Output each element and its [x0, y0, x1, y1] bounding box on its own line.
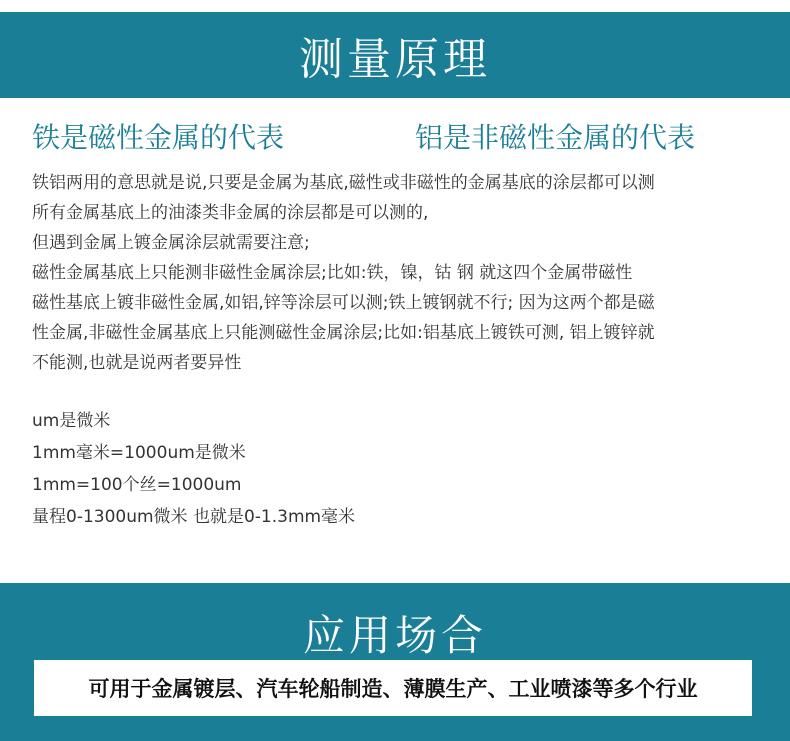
- header-banner: [0, 12, 790, 98]
- paragraph-line: 磁性金属基底上只能测非磁性金属涂层;比如:铁，镍，钴 钢 就这四个金属带磁性: [32, 263, 633, 283]
- subheading-aluminum: 铝是非磁性金属的代表: [415, 121, 696, 154]
- subheading-row: [32, 116, 772, 160]
- paragraph-line: 所有金属基底上的油漆类非金属的涂层都是可以测的,: [32, 203, 429, 223]
- paragraph-line: 但遇到金属上镀金属涂层就需要注意;: [32, 233, 310, 253]
- unit-line: 1mm毫米=1000um是微米: [32, 443, 246, 463]
- unit-line: 1mm=100个丝=1000um: [32, 475, 242, 495]
- application-box: [34, 660, 752, 716]
- application-title: 应用场合: [302, 611, 487, 660]
- paragraph-line: 不能测,也就是说两者要异性: [32, 353, 242, 373]
- principle-paragraph: [32, 168, 772, 378]
- unit-notes: [32, 405, 632, 533]
- subheading-iron: 铁是磁性金属的代表: [32, 121, 285, 154]
- page-title: 测量原理: [299, 34, 491, 85]
- unit-line: um是微米: [32, 411, 111, 431]
- application-text: 可用于金属镀层、汽车轮船制造、薄膜生产、工业喷漆等多个行业: [88, 677, 698, 701]
- paragraph-line: 性金属,非磁性金属基底上只能测磁性金属涂层;比如:铝基底上镀铁可测, 铝上镀锌就: [32, 323, 655, 343]
- paragraph-line: 磁性基底上镀非磁性金属,如铝,锌等涂层可以测;铁上镀钢就不行; 因为这两个都是磁: [32, 293, 655, 313]
- paragraph-line: 铁铝两用的意思就是说,只要是金属为基底,磁性或非磁性的金属基底的涂层都可以测: [32, 173, 655, 193]
- application-banner: [0, 583, 790, 741]
- unit-line: 量程0-1300um微米 也就是0-1.3mm毫米: [32, 507, 356, 527]
